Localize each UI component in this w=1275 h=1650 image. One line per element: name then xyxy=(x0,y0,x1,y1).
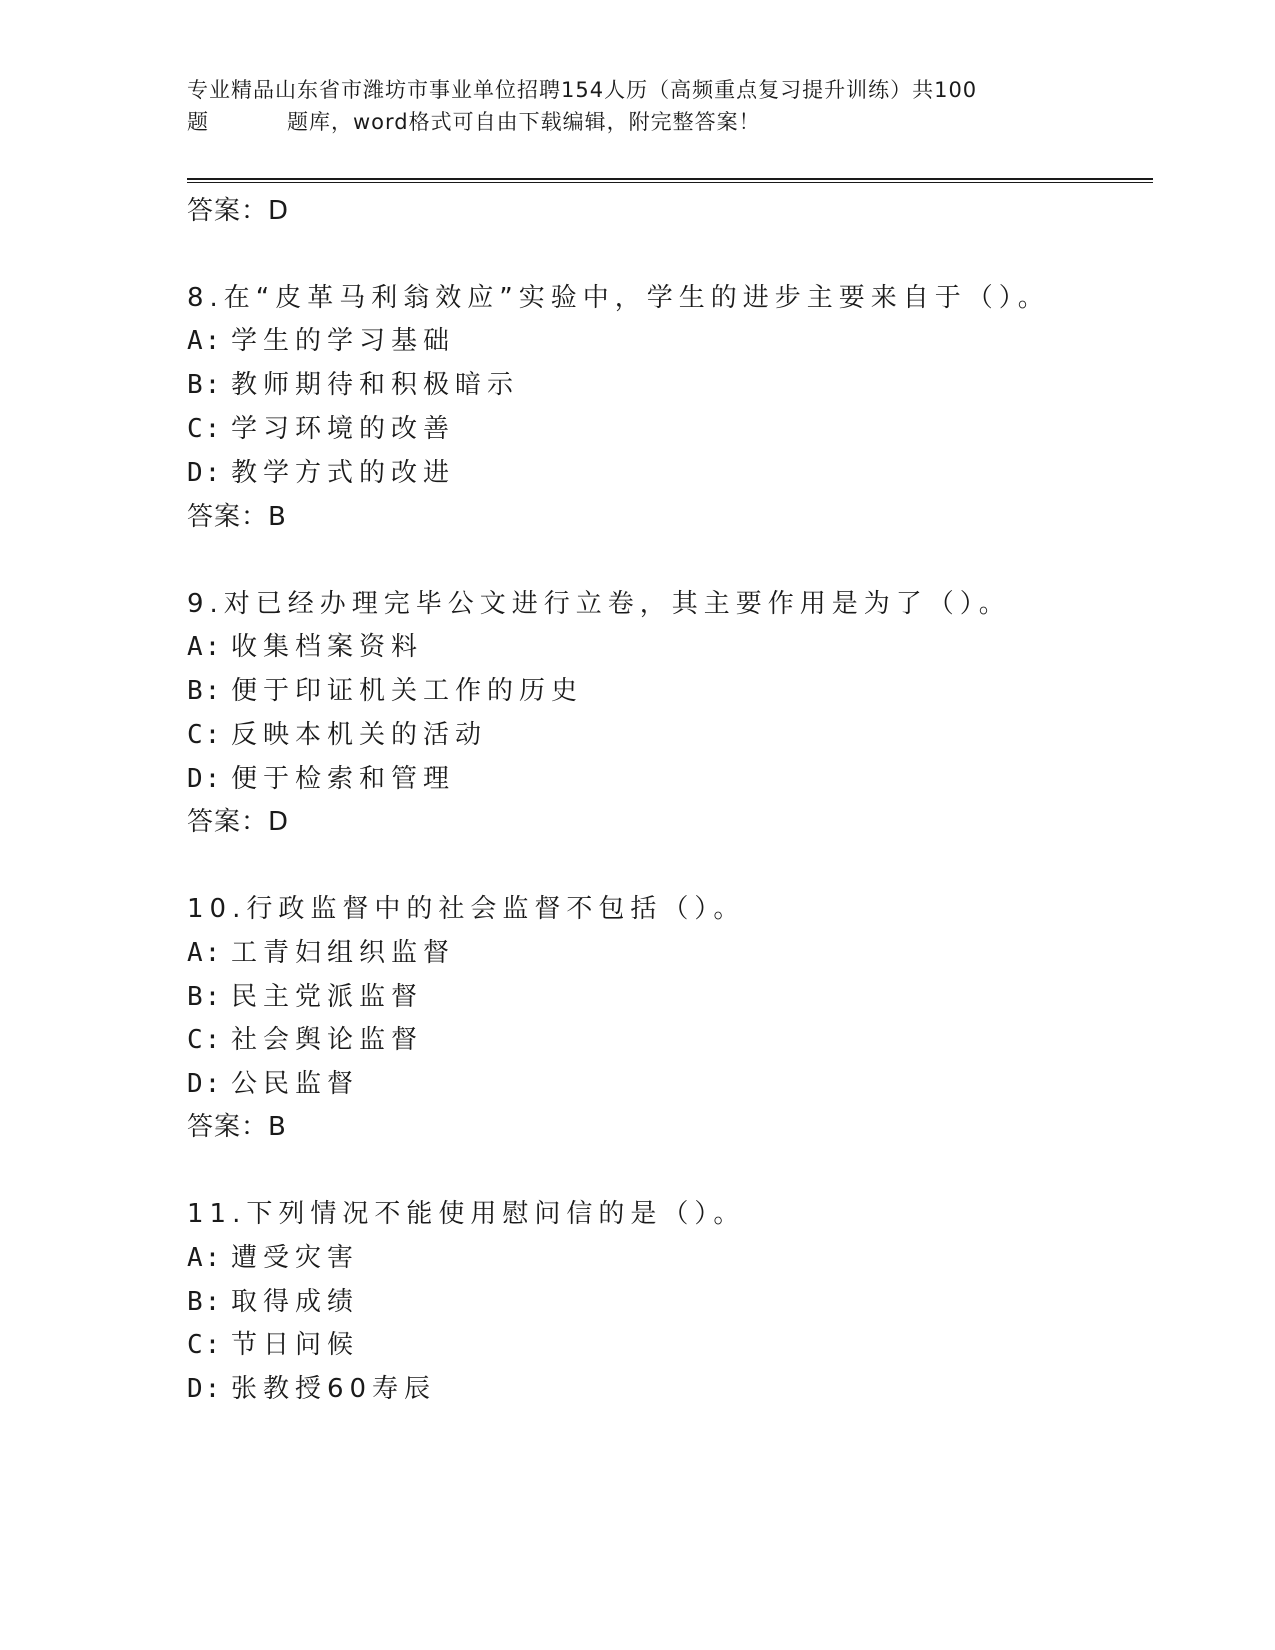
question-9-option-a xyxy=(187,626,423,663)
question-11-option-c xyxy=(187,1324,359,1361)
header-divider-thin xyxy=(187,182,1153,183)
option-letter: C: xyxy=(187,414,223,444)
option-text: 张教授60寿辰 xyxy=(231,1374,437,1404)
option-letter: A: xyxy=(187,938,223,968)
question-11-text: 11.下列情况不能使用慰问信的是（）。 xyxy=(187,1199,746,1229)
option-text: 工青妇组织监督 xyxy=(231,938,456,968)
question-10-text: 10.行政监督中的社会监督不包括（）。 xyxy=(187,894,746,924)
question-8-option-c xyxy=(187,408,455,445)
question-8-answer: 答案：B xyxy=(187,502,287,532)
question-11-option-a xyxy=(187,1237,359,1274)
option-letter: B: xyxy=(187,1287,223,1317)
option-letter: D: xyxy=(187,1069,223,1099)
option-text: 遭受灾害 xyxy=(231,1243,360,1273)
option-letter: C: xyxy=(187,1330,223,1360)
option-text: 便于检索和管理 xyxy=(231,764,456,794)
question-10-answer: 答案：B xyxy=(187,1112,287,1142)
question-8-option-d xyxy=(187,452,455,489)
question-9-option-b xyxy=(187,670,583,707)
option-letter: D: xyxy=(187,458,223,488)
option-letter: A: xyxy=(187,1243,223,1273)
question-10-option-d xyxy=(187,1063,359,1100)
option-letter: D: xyxy=(187,1374,223,1404)
document-header xyxy=(187,74,1087,138)
option-text: 公民监督 xyxy=(231,1069,360,1099)
question-9-text: 9.对已经办理完毕公文进行立卷，其主要作用是为了（）。 xyxy=(187,589,1011,619)
option-text: 反映本机关的活动 xyxy=(231,720,488,750)
option-text: 教师期待和积极暗示 xyxy=(231,370,520,400)
question-8-option-b xyxy=(187,364,519,401)
option-letter: A: xyxy=(187,632,223,662)
header-line-2-text: 题库，word格式可自由下载编辑，附完整答案！ xyxy=(287,110,761,134)
question-9-option-d xyxy=(187,758,455,795)
option-letter: B: xyxy=(187,370,223,400)
question-9-answer: 答案：D xyxy=(187,807,290,837)
header-divider-thick xyxy=(187,178,1153,180)
header-title-line-1: 专业精品山东省市潍坊市事业单位招聘154人历（高频重点复习提升训练）共100 xyxy=(187,78,978,102)
option-letter: A: xyxy=(187,326,223,356)
question-11-option-b xyxy=(187,1281,359,1318)
option-letter: C: xyxy=(187,1025,223,1055)
option-letter: D: xyxy=(187,764,223,794)
option-text: 收集档案资料 xyxy=(231,632,424,662)
option-letter: C: xyxy=(187,720,223,750)
option-text: 节日问候 xyxy=(231,1330,360,1360)
answer-previous: 答案：D xyxy=(187,196,290,226)
header-line-2-prefix: 题 xyxy=(187,110,209,134)
option-text: 取得成绩 xyxy=(231,1287,360,1317)
option-text: 便于印证机关工作的历史 xyxy=(231,676,584,706)
option-text: 教学方式的改进 xyxy=(231,458,456,488)
option-letter: B: xyxy=(187,676,223,706)
question-9-option-c xyxy=(187,714,487,751)
question-10-option-a xyxy=(187,932,455,969)
option-text: 学生的学习基础 xyxy=(231,326,456,356)
question-10-option-b xyxy=(187,976,423,1013)
question-8-text: 8.在“皮革马利翁效应”实验中，学生的进步主要来自于（）。 xyxy=(187,283,1050,313)
question-11-option-d xyxy=(187,1368,436,1405)
question-10-option-c xyxy=(187,1019,423,1056)
option-text: 学习环境的改善 xyxy=(231,414,456,444)
option-letter: B: xyxy=(187,982,223,1012)
question-8-option-a xyxy=(187,320,455,357)
option-text: 民主党派监督 xyxy=(231,982,424,1012)
option-text: 社会舆论监督 xyxy=(231,1025,424,1055)
header-title-line-2 xyxy=(187,106,1087,138)
